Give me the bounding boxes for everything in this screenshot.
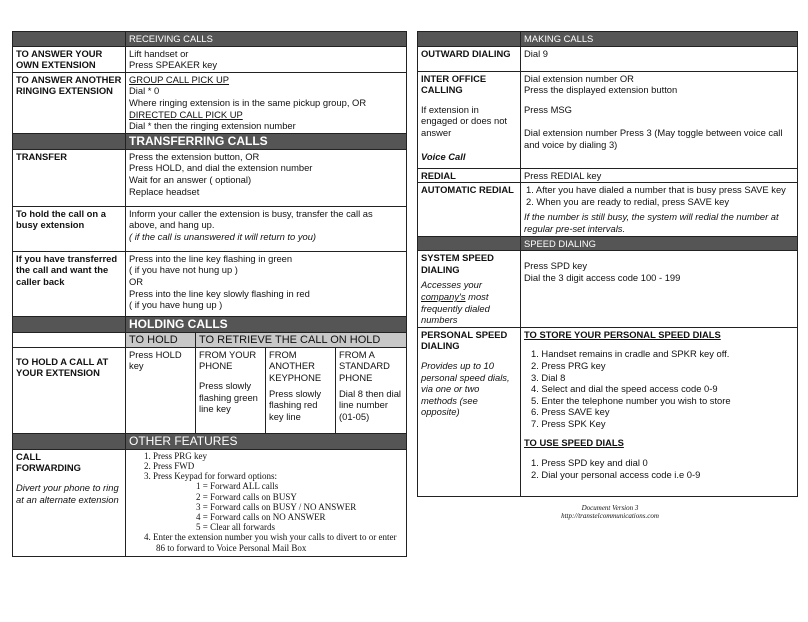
document-footer xyxy=(520,504,700,520)
other-features-header: OTHER FEATURES xyxy=(126,433,407,449)
document-url: http://transtelcommunications.com xyxy=(561,512,659,520)
document-version: Document Version 3 xyxy=(581,504,639,512)
answer-own-text: Lift handset or Press SPEAKER key xyxy=(126,46,407,72)
inter-office-text: Dial extension number OR Press the displayed extension button Press MSG Dial extension number Press 3 (May toggle between voice call and voice by dialing 3) xyxy=(521,71,798,168)
system-speed-cell: SYSTEM SPEED DIALING Accesses your company's most frequently dialed numbers xyxy=(418,251,521,328)
transfer-label: TRANSFER xyxy=(13,149,126,206)
redial-label: REDIAL xyxy=(418,168,521,183)
receiving-calls-header: RECEIVING CALLS xyxy=(126,32,407,47)
hold-call-text: Press HOLD key xyxy=(126,347,196,433)
personal-speed-text: TO STORE YOUR PERSONAL SPEED DIALS 1. Handset remains in cradle and SPKR key off. 2. Press PRG key 3. Dial 8 4. Select and dial the speed access code 0-9 5. Enter the telephone number you wish to store 6. Press SAVE key 7. Press SPK Key TO USE SPEED DIALS 1. Press SPD key and dial 0 2. Dial your personal access code i.e 0-9 xyxy=(521,327,798,496)
receiving-calls-table xyxy=(12,31,407,317)
making-calls-header: MAKING CALLS xyxy=(521,32,798,47)
answer-own-label: TO ANSWER YOUR OWN EXTENSION xyxy=(13,46,126,72)
holding-calls-table xyxy=(12,316,407,434)
call-forwarding-note: Divert your phone to ring at an alternate extension xyxy=(16,481,119,505)
right-column xyxy=(417,31,798,497)
caller-back-label: If you have transferred the call and want the caller back xyxy=(13,251,126,316)
answer-another-text: GROUP CALL PICK UP Dial * 0 Where ringing extension is in the same pickup group, OR DIRECTED CALL PICK UP Dial * then the ringing extension number xyxy=(126,72,407,133)
automatic-redial-label: AUTOMATIC REDIAL xyxy=(418,183,521,236)
holding-calls-header: HOLDING CALLS xyxy=(126,316,407,332)
to-retrieve-subheader: TO RETRIEVE THE CALL ON HOLD xyxy=(196,332,407,347)
caller-back-text: Press into the line key flashing in green ( if you have not hung up ) OR Press into the line key slowly flashing in red ( if you have hung up ) xyxy=(126,251,407,316)
redial-text: Press REDIAL key xyxy=(521,168,798,183)
automatic-redial-text: 1. After you have dialed a number that is busy press SAVE key 2. When you are ready to redial, press SAVE key If the number is still busy, the system will redial the number at regular pre-set intervals. xyxy=(521,183,798,236)
call-forwarding-steps: 1. Press PRG key 2. Press FWD 3. Press Keypad for forward options: 1 = Forward ALL calls 2 = Forward calls on BUSY 3 = Forward calls on BUSY / NO ANSWER 4 = Forward calls on NO ANSWER 5 = Clear all forwards 4. Enter the extension number you wish your calls to divert to or enter 86 to forward to Voice Personal Mail Box xyxy=(126,449,407,556)
system-speed-text: Press SPD key Dial the 3 digit access code 100 - 199 xyxy=(521,251,798,328)
transferring-calls-header: TRANSFERRING CALLS xyxy=(126,133,407,149)
speed-dialing-header: SPEED DIALING xyxy=(521,236,798,251)
transfer-text: Press the extension button, OR Press HOLD, and dial the extension number Wait for an answer ( optional) Replace headset xyxy=(126,149,407,206)
outward-dialing-text: Dial 9 xyxy=(521,46,798,71)
other-features-table xyxy=(12,433,407,557)
retrieve-standard-phone: FROM A STANDARD PHONE Dial 8 then dial line number (01-05) xyxy=(336,347,407,433)
to-hold-subheader: TO HOLD xyxy=(126,332,196,347)
left-column xyxy=(12,31,407,557)
making-calls-table xyxy=(417,31,798,497)
retrieve-another-keyphone: FROM ANOTHER KEYPHONE Press slowly flashing red key line xyxy=(266,347,336,433)
answer-another-label: TO ANSWER ANOTHER RINGING EXTENSION xyxy=(13,72,126,133)
outward-dialing-label: OUTWARD DIALING xyxy=(418,46,521,71)
hold-busy-label: To hold the call on a busy extension xyxy=(13,206,126,251)
call-forwarding-label: CALL FORWARDING xyxy=(16,450,81,474)
personal-speed-cell: PERSONAL SPEED DIALING Provides up to 10 personal speed dials, via one or two methods (see opposite) xyxy=(418,327,521,496)
hold-busy-text: Inform your caller the extension is busy, transfer the call as above, and hang up. ( if the call is unanswered it will return to you) xyxy=(126,206,407,251)
call-forwarding-cell xyxy=(13,449,126,556)
inter-office-cell: INTER OFFICE CALLING If extension in engaged or does not answer Voice Call xyxy=(418,71,521,168)
hold-call-label: TO HOLD A CALL AT YOUR EXTENSION xyxy=(13,347,126,433)
retrieve-your-phone: FROM YOUR PHONE Press slowly flashing green line key xyxy=(196,347,266,433)
